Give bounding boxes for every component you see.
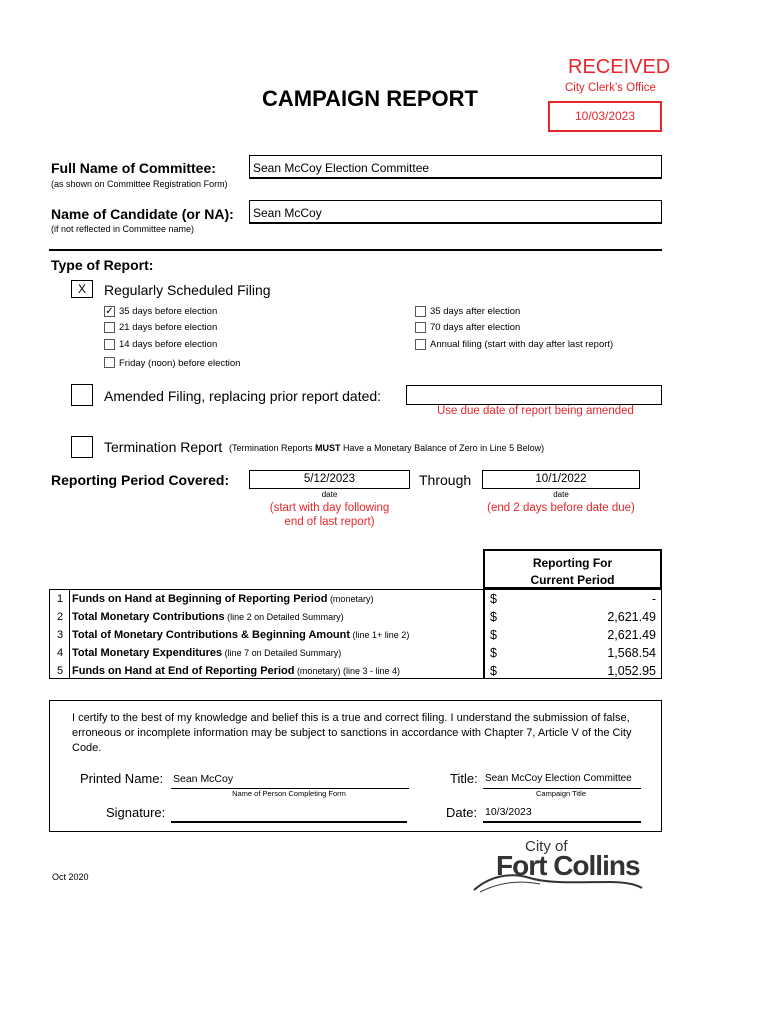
row-label: [72, 662, 400, 680]
type-of-report-heading: Type of Report:: [51, 257, 154, 273]
printed-name-field[interactable]: [171, 773, 409, 789]
option-14-before-label: 14 days before election: [119, 339, 218, 350]
termination-note-pre: (Termination Reports: [229, 443, 316, 453]
option-annual-label: Annual filing (start with day after last report): [430, 339, 614, 350]
summary-header: [483, 549, 662, 589]
row-label: [72, 626, 409, 644]
option-35-before-label: 35 days before election: [119, 306, 218, 317]
period-end-value: 10/1/2022: [535, 473, 587, 485]
option-21-before-checkbox[interactable]: [104, 322, 115, 333]
amended-date-field[interactable]: [406, 385, 662, 405]
row-dollar-sign: $: [490, 664, 497, 678]
period-end-note: (end 2 days before date due): [487, 502, 635, 514]
logo-fort-collins: Fort Collins: [496, 850, 640, 881]
fort-collins-logo: [470, 838, 650, 898]
row-number: 2: [56, 611, 64, 623]
table-row: [50, 662, 662, 680]
title-sublabel: Campaign Title: [535, 789, 587, 798]
title-value: Sean McCoy Election Committee: [485, 773, 632, 784]
period-start-note-2: end of last report): [284, 516, 375, 528]
option-70-after-label: 70 days after election: [430, 322, 521, 333]
candidate-label: Name of Candidate (or NA):: [51, 206, 234, 222]
received-stamp-office: City Clerk’s Office: [565, 82, 656, 94]
printed-name-label: Printed Name:: [80, 771, 164, 786]
row-number: 5: [56, 665, 64, 677]
period-start-sublabel: date: [321, 490, 338, 499]
period-start-field[interactable]: [249, 470, 410, 489]
printed-name-value: Sean McCoy: [173, 773, 234, 785]
option-21-before-label: 21 days before election: [119, 322, 218, 333]
received-stamp-title: RECEIVED: [568, 56, 671, 78]
logo-city-of: City of: [525, 838, 568, 855]
option-friday-before-checkbox[interactable]: [104, 357, 115, 368]
date-value: 10/3/2023: [485, 806, 532, 818]
through-label: Through: [419, 472, 472, 488]
title-field[interactable]: [483, 773, 641, 789]
row-value: 2,621.49: [607, 610, 656, 624]
option-70-after-checkbox[interactable]: [415, 322, 426, 333]
candidate-name-field[interactable]: [249, 200, 662, 224]
period-start-value: 5/12/2023: [303, 473, 356, 485]
row-dollar-sign: $: [490, 610, 497, 624]
row-label-note: (line 7 on Detailed Summary): [222, 648, 342, 658]
row-value: -: [651, 592, 656, 606]
table-row: [50, 590, 662, 608]
option-14-before-checkbox[interactable]: [104, 339, 115, 350]
committee-sublabel: (as shown on Committee Registration Form): [51, 179, 228, 189]
certification-text: I certify to the best of my knowledge and belief this is a true and correct filing. I understand the submission of false, erroneous or incomplete information may be subject to sanctions in accordance with Chapter 7, Article V of the City Code.: [72, 712, 632, 754]
row-value: 2,621.49: [607, 628, 656, 642]
row-number: 3: [56, 629, 64, 641]
row-number: 4: [56, 647, 64, 659]
row-label-main: Total Monetary Contributions: [72, 611, 225, 623]
option-35-before-checkbox[interactable]: ✓: [105, 306, 114, 317]
summary-header-line1: Reporting For: [532, 556, 613, 570]
signature-label: Signature:: [106, 805, 166, 820]
option-35-after-checkbox[interactable]: [415, 306, 426, 317]
row-label-note: (monetary): [327, 594, 374, 604]
row-label-main: Funds on Hand at End of Reporting Period: [72, 665, 295, 677]
committee-name-value: Sean McCoy Election Committee: [253, 161, 430, 175]
period-end-sublabel: date: [553, 490, 569, 499]
regular-filing-checkbox[interactable]: X: [71, 280, 93, 298]
certification-box: [49, 700, 662, 832]
amended-note: Use due date of report being amended: [437, 405, 634, 417]
row-dollar-sign: $: [490, 646, 497, 660]
row-number: 1: [56, 593, 64, 605]
candidate-name-value: Sean McCoy: [253, 206, 322, 220]
row-dollar-sign: $: [490, 628, 497, 642]
section-divider: [49, 249, 662, 251]
option-annual-checkbox[interactable]: [415, 339, 426, 350]
regular-filing-label: Regularly Scheduled Filing: [104, 282, 271, 298]
row-label-main: Funds on Hand at Beginning of Reporting Period: [72, 593, 328, 605]
amended-filing-checkbox[interactable]: [71, 384, 93, 406]
row-label-note: (line 1+ line 2): [350, 630, 410, 640]
committee-name-field[interactable]: [249, 155, 662, 179]
option-friday-before-label: Friday (noon) before election: [119, 358, 241, 369]
row-label: [72, 644, 341, 662]
summary-header-line2: Current Period: [530, 573, 615, 587]
title-label: Title:: [450, 771, 478, 786]
table-row: [50, 644, 662, 662]
row-label-main: Total Monetary Expenditures: [72, 647, 223, 659]
row-value: 1,052.95: [607, 664, 656, 678]
termination-note-post: Have a Monetary Balance of Zero in Line 5 Below): [340, 443, 545, 453]
termination-label: Termination Report: [104, 439, 223, 455]
termination-note: [229, 443, 544, 453]
form-version: Oct 2020: [52, 872, 89, 882]
table-row: [50, 608, 662, 626]
table-row: [50, 626, 662, 644]
signature-field[interactable]: [171, 806, 407, 823]
amended-filing-label: Amended Filing, replacing prior report dated:: [104, 388, 382, 404]
termination-note-must: MUST: [315, 443, 341, 453]
row-dollar-sign: $: [490, 592, 497, 606]
date-label: Date:: [446, 805, 478, 820]
page-title: CAMPAIGN REPORT: [262, 86, 478, 111]
committee-label: Full Name of Committee:: [51, 160, 216, 176]
received-stamp-date: 10/03/2023: [548, 101, 662, 132]
period-end-field[interactable]: [482, 470, 640, 489]
printed-name-sublabel: Name of Person Completing Form: [232, 789, 346, 798]
option-35-after-label: 35 days after election: [430, 306, 521, 317]
row-label-note: (line 2 on Detailed Summary): [224, 612, 344, 622]
row-label: [72, 590, 373, 608]
row-label-main: Total of Monetary Contributions & Beginning Amount: [72, 629, 351, 641]
candidate-sublabel: (if not reflected in Committee name): [51, 224, 195, 234]
reporting-period-label: Reporting Period Covered:: [51, 472, 230, 488]
row-label-note: (monetary) (line 3 - line 4): [294, 666, 400, 676]
row-label: [72, 608, 344, 626]
date-field[interactable]: [483, 806, 641, 823]
row-value: 1,568.54: [607, 646, 656, 660]
termination-checkbox[interactable]: [71, 436, 93, 458]
period-start-note-1: (start with day following: [269, 502, 390, 514]
